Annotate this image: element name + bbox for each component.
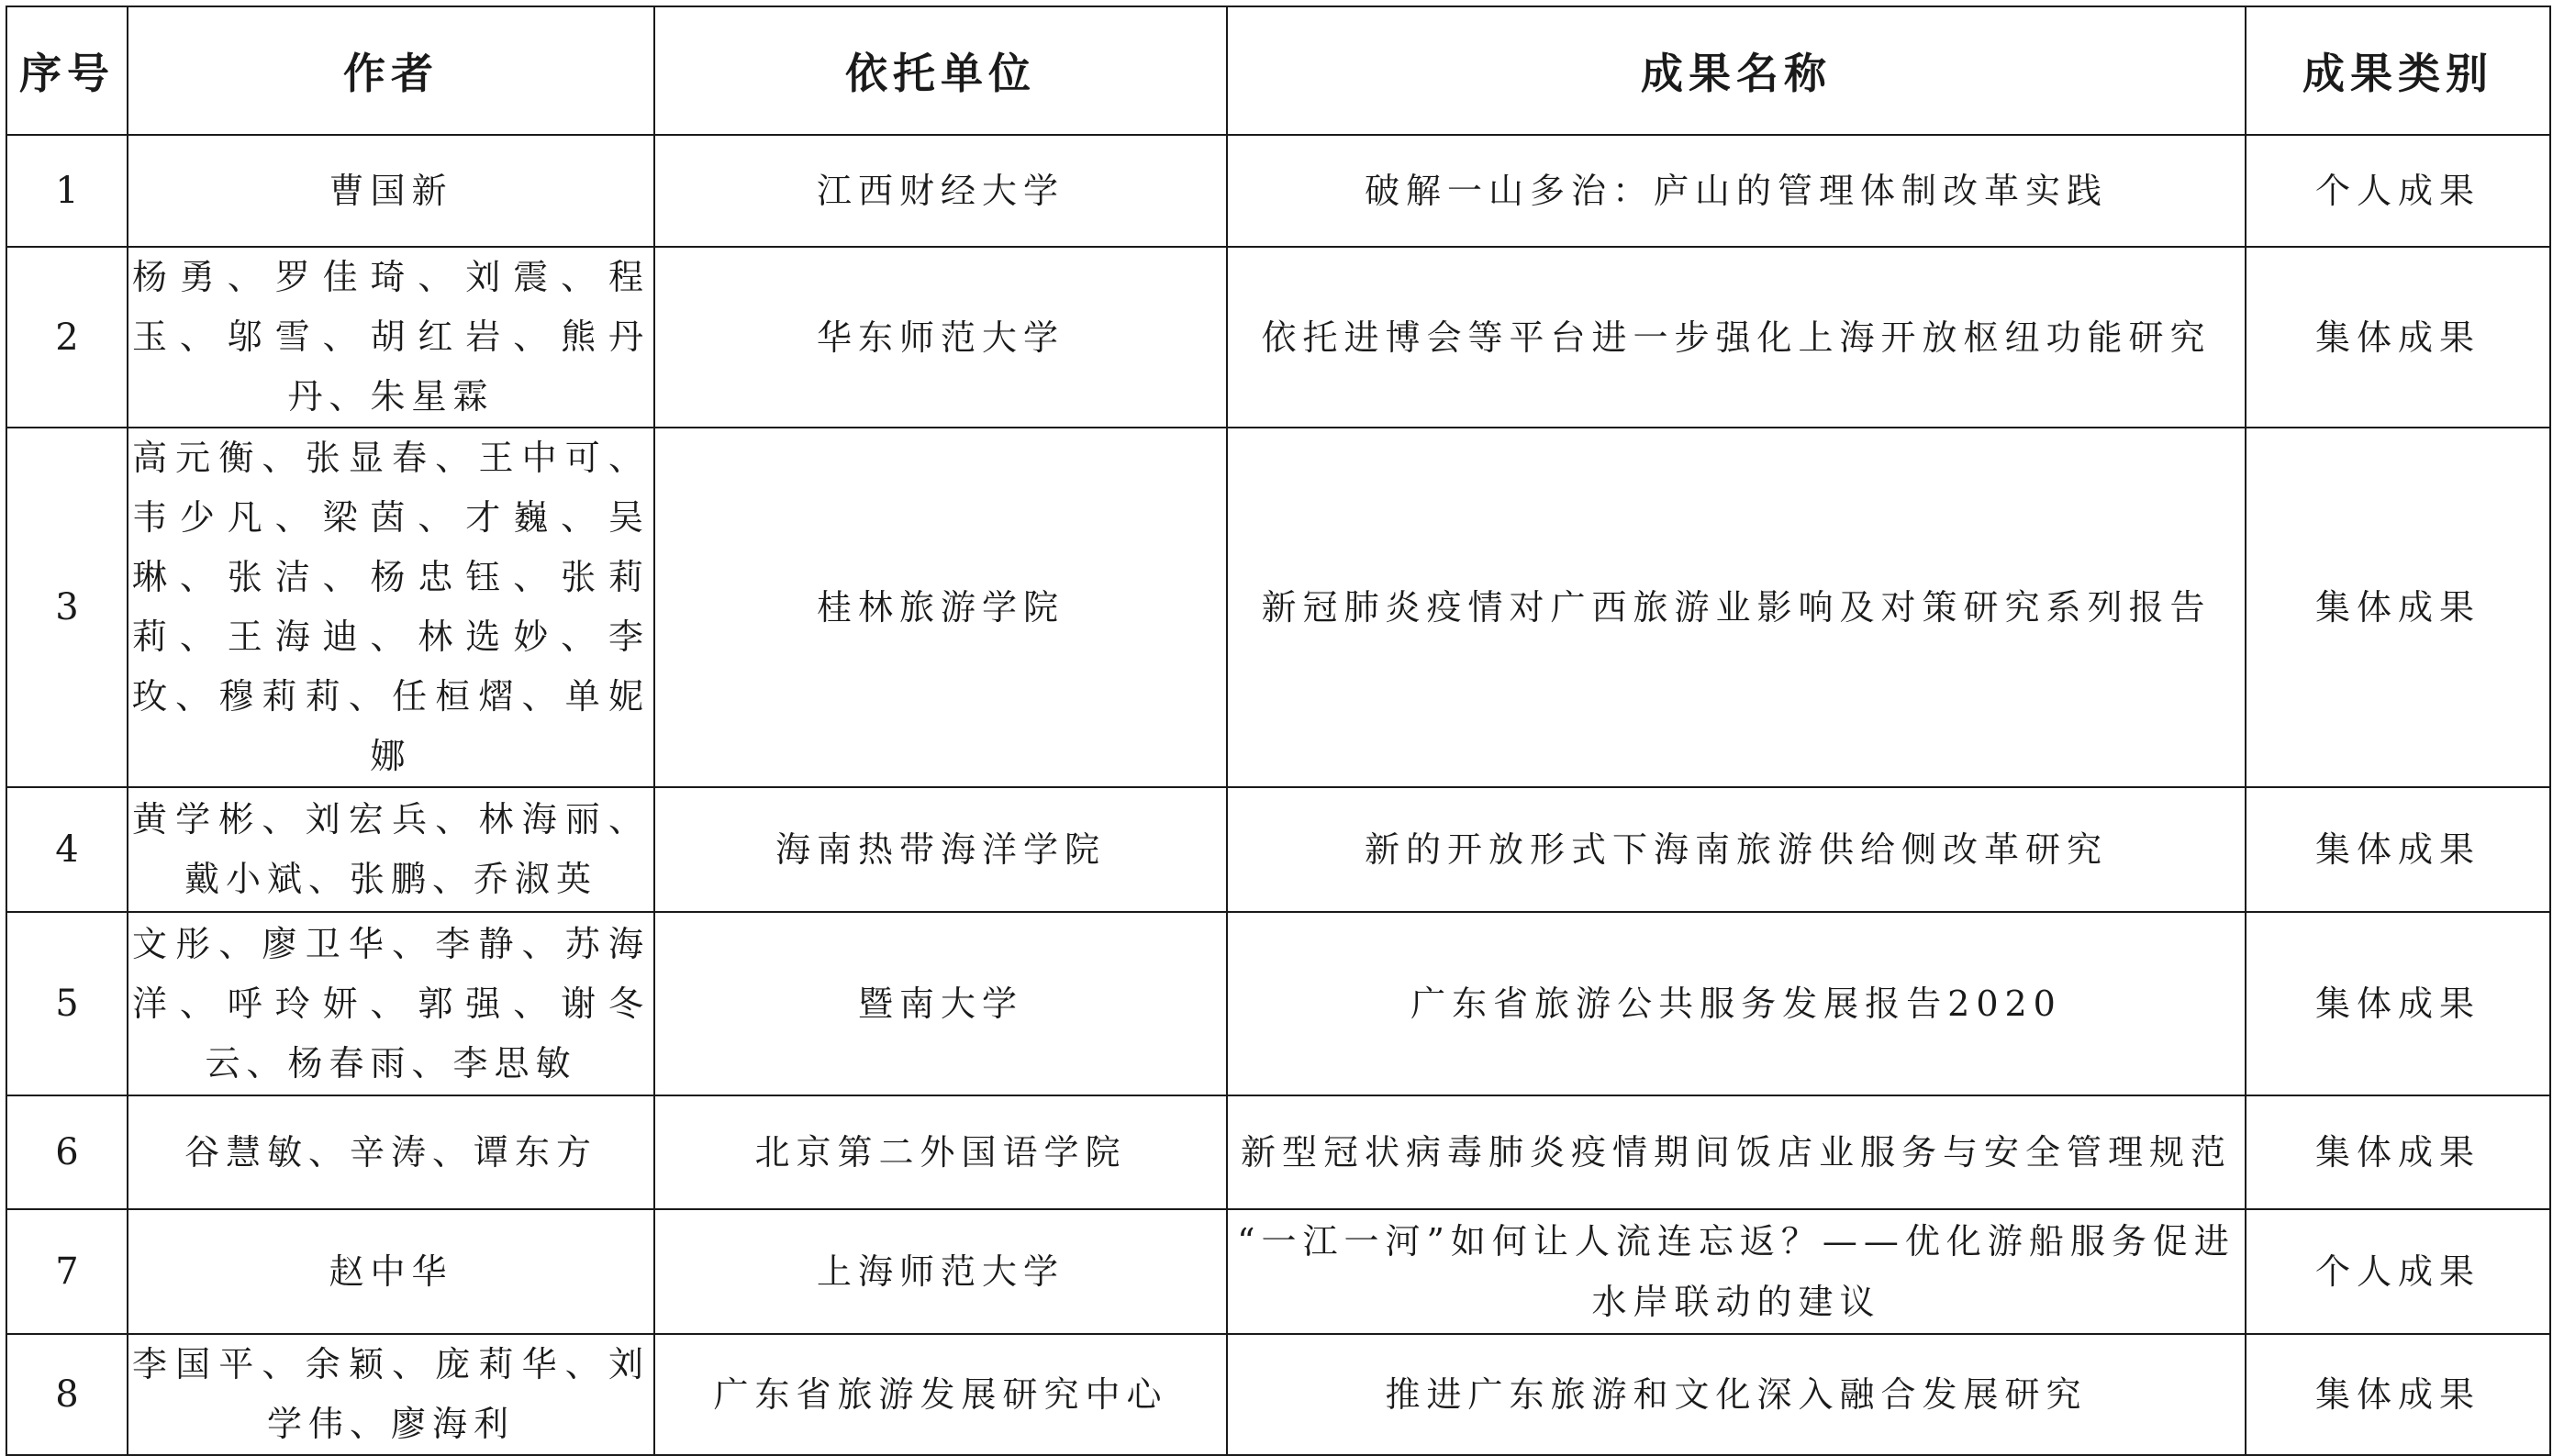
- row-unit: 广东省旅游发展研究中心: [654, 1334, 1227, 1455]
- row-unit: 华东师范大学: [654, 247, 1227, 428]
- achievements-table: [6, 6, 2551, 1456]
- table-row: [6, 1334, 2550, 1455]
- row-category: 集体成果: [2246, 247, 2550, 428]
- header-no: 序号: [6, 6, 128, 135]
- row-category: 集体成果: [2246, 912, 2550, 1095]
- row-authors: 谷慧敏、辛涛、谭东方: [128, 1095, 654, 1209]
- row-category: 集体成果: [2246, 1095, 2550, 1209]
- row-category: 集体成果: [2246, 428, 2550, 787]
- row-unit: 江西财经大学: [654, 135, 1227, 247]
- row-title: 破解一山多治：庐山的管理体制改革实践: [1227, 135, 2246, 247]
- row-authors: 杨勇、罗佳琦、刘震、程玉、邬雪、胡红岩、熊丹丹、朱星霖: [128, 247, 654, 428]
- row-number: 2: [6, 247, 128, 428]
- row-unit: 桂林旅游学院: [654, 428, 1227, 787]
- table-row: [6, 912, 2550, 1095]
- row-title: 新冠肺炎疫情对广西旅游业影响及对策研究系列报告: [1227, 428, 2246, 787]
- row-title: 新的开放形式下海南旅游供给侧改革研究: [1227, 787, 2246, 912]
- table-row: [6, 428, 2550, 787]
- row-authors: 文彤、廖卫华、李静、苏海洋、呼玲妍、郭强、谢冬云、杨春雨、李思敏: [128, 912, 654, 1095]
- row-number: 6: [6, 1095, 128, 1209]
- row-unit: 海南热带海洋学院: [654, 787, 1227, 912]
- row-unit: 暨南大学: [654, 912, 1227, 1095]
- row-number: 4: [6, 787, 128, 912]
- header-author: 作者: [128, 6, 654, 135]
- row-title: 广东省旅游公共服务发展报告2020: [1227, 912, 2246, 1095]
- header-row: [6, 6, 2550, 135]
- row-number: 5: [6, 912, 128, 1095]
- row-category: 集体成果: [2246, 787, 2550, 912]
- row-title: 推进广东旅游和文化深入融合发展研究: [1227, 1334, 2246, 1455]
- row-number: 3: [6, 428, 128, 787]
- row-number: 8: [6, 1334, 128, 1455]
- header-title: 成果名称: [1227, 6, 2246, 135]
- row-number: 1: [6, 135, 128, 247]
- row-authors: 黄学彬、刘宏兵、林海丽、戴小斌、张鹏、乔淑英: [128, 787, 654, 912]
- table-row: [6, 1209, 2550, 1334]
- row-category: 个人成果: [2246, 1209, 2550, 1334]
- row-category: 集体成果: [2246, 1334, 2550, 1455]
- header-category: 成果类别: [2246, 6, 2550, 135]
- header-unit: 依托单位: [654, 6, 1227, 135]
- row-title: “一江一河”如何让人流连忘返？——优化游船服务促进水岸联动的建议: [1227, 1209, 2246, 1334]
- row-authors: 曹国新: [128, 135, 654, 247]
- table-row: [6, 1095, 2550, 1209]
- row-number: 7: [6, 1209, 128, 1334]
- table-row: [6, 247, 2550, 428]
- row-authors: 李国平、余颖、庞莉华、刘学伟、廖海利: [128, 1334, 654, 1455]
- row-authors: 赵中华: [128, 1209, 654, 1334]
- row-title: 依托进博会等平台进一步强化上海开放枢纽功能研究: [1227, 247, 2246, 428]
- row-unit: 北京第二外国语学院: [654, 1095, 1227, 1209]
- row-authors: 高元衡、张显春、王中可、韦少凡、梁茵、才巍、吴琳、张洁、杨忠钰、张莉莉、王海迪、林选妙、李玫、穆莉莉、任桓熠、单妮娜: [128, 428, 654, 787]
- table-row: [6, 787, 2550, 912]
- row-category: 个人成果: [2246, 135, 2550, 247]
- row-title: 新型冠状病毒肺炎疫情期间饭店业服务与安全管理规范: [1227, 1095, 2246, 1209]
- row-unit: 上海师范大学: [654, 1209, 1227, 1334]
- table-row: [6, 135, 2550, 247]
